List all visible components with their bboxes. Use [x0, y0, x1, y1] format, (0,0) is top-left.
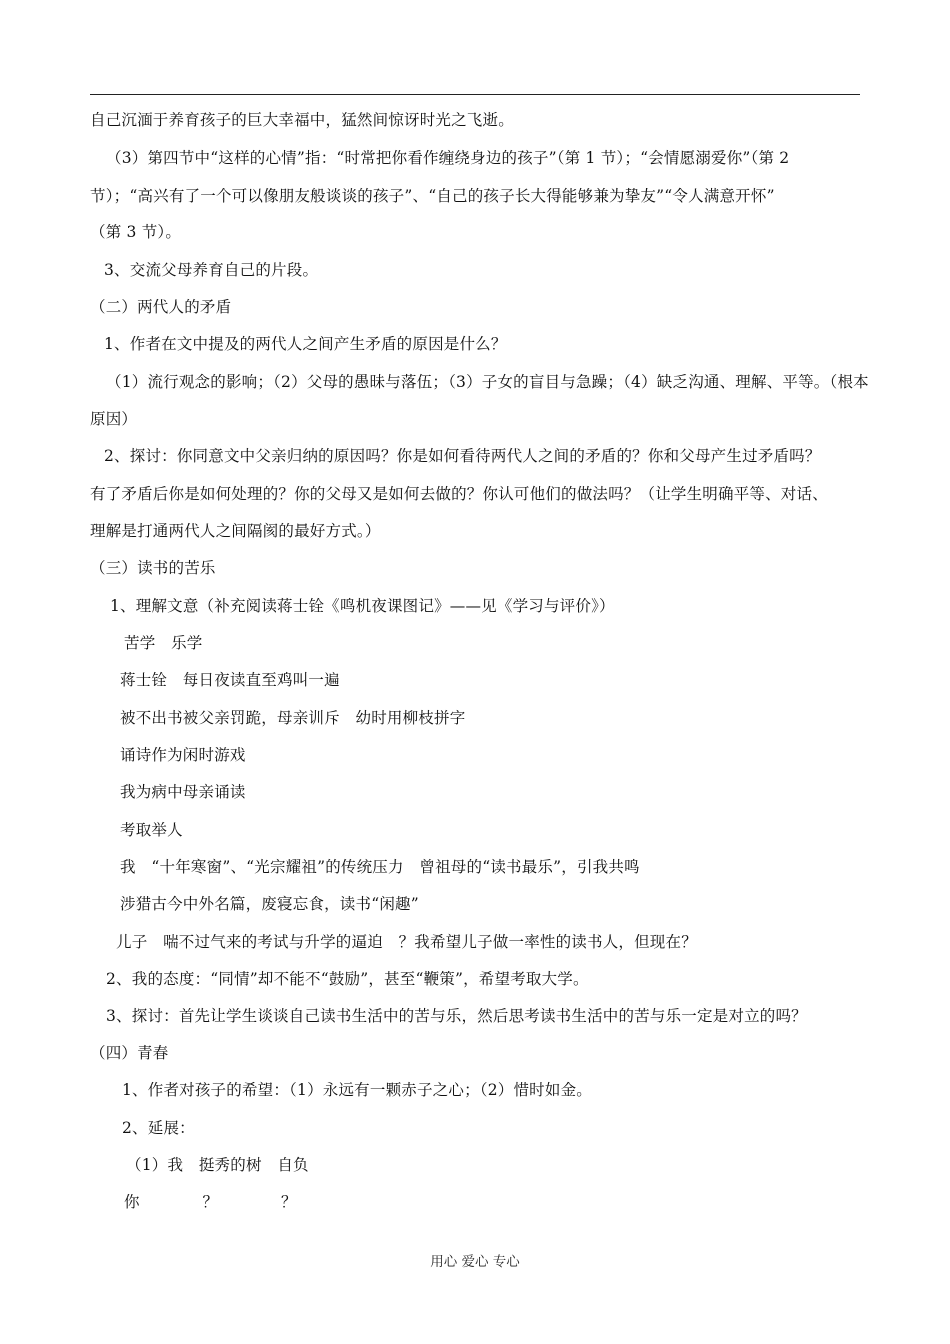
text-line-4: （第 3 节）。: [90, 223, 182, 241]
text-line-3: 节）；“高兴有了一个可以像朋友般谈谈的孩子”、“自己的孩子长大得能够兼为挚友”“令人满意开怀”: [90, 187, 775, 205]
text-line-5: 3、交流父母养育自己的片段。: [104, 261, 319, 279]
text-line-16: 蒋士铨 每日夜读直至鸡叫一遍: [120, 671, 340, 689]
text-line-1: 自己沉湎于养育孩子的巨大幸福中，猛然间惊讶时光之飞逝。: [90, 111, 514, 129]
text-line-19: 我为病中母亲诵读: [120, 783, 246, 801]
section-heading-2: （二）两代人的矛盾: [90, 298, 232, 316]
text-line-22: 涉猎古今中外名篇，废寝忘食，读书“闲趣”: [120, 895, 419, 913]
text-line-24: 2、我的态度：“同情”却不能不“鼓励”，甚至“鞭策”，希望考取大学。: [106, 970, 589, 988]
text-line-10: 2、探讨：你同意文中父亲归纳的原因吗？你是如何看待两代人之间的矛盾的？你和父母产生过矛盾吗？: [104, 447, 821, 465]
section-heading-4: （四）青春: [90, 1044, 169, 1062]
text-line-30: 你 ？ ？: [124, 1193, 297, 1211]
text-line-15: 苦学 乐学: [124, 634, 203, 652]
text-line-17: 被不出书被父亲罚跪，母亲训斥 幼时用柳枝拼字: [120, 709, 466, 727]
text-line-25: 3、探讨：首先让学生谈谈自己读书生活中的苦与乐，然后思考读书生活中的苦与乐一定是对立的吗？: [106, 1007, 807, 1025]
text-line-28: 2、延展：: [122, 1119, 195, 1137]
text-line-21: 我 “十年寒窗”、“光宗耀祖”的传统压力 曾祖母的“读书最乐”，引我共鸣: [120, 858, 640, 876]
section-heading-3: （三）读书的苦乐: [90, 559, 216, 577]
text-line-18: 诵诗作为闲时游戏: [120, 746, 246, 764]
page-footer: 用心 爱心 专心: [430, 1254, 520, 1270]
text-line-7: 1、作者在文中提及的两代人之间产生矛盾的原因是什么？: [104, 335, 507, 353]
text-line-8: （1）流行观念的影响；（2）父母的愚昧与落伍；（3）子女的盲目与急躁；（4）缺乏沟通、理解、平等。（根本: [106, 373, 869, 391]
text-line-11: 有了矛盾后你是如何处理的？你的父母又是如何去做的？你认可他们的做法吗？（让学生明确平等、对话、: [90, 485, 828, 503]
text-line-9: 原因）: [90, 410, 138, 428]
text-line-2: （3）第四节中“这样的心情”指：“时常把你看作缠绕身边的孩子”（第 1 节）；“会情愿溺爱你”（第 2: [106, 149, 790, 167]
text-line-29: （1）我 挺秀的树 自负: [126, 1156, 309, 1174]
text-line-27: 1、作者对孩子的希望：（1）永远有一颗赤子之心；（2）惜时如金。: [122, 1081, 592, 1099]
text-line-12: 理解是打通两代人之间隔阂的最好方式。）: [90, 522, 381, 540]
text-line-14: 1、理解文意（补充阅读蒋士铨《鸣机夜课图记》——见《学习与评价》）: [110, 597, 615, 615]
text-line-20: 考取举人: [120, 821, 183, 839]
text-line-23: 儿子 喘不过气来的考试与升学的逼迫 ？我希望儿子做一率性的读书人，但现在？: [116, 933, 697, 951]
header-rule: [90, 94, 860, 95]
